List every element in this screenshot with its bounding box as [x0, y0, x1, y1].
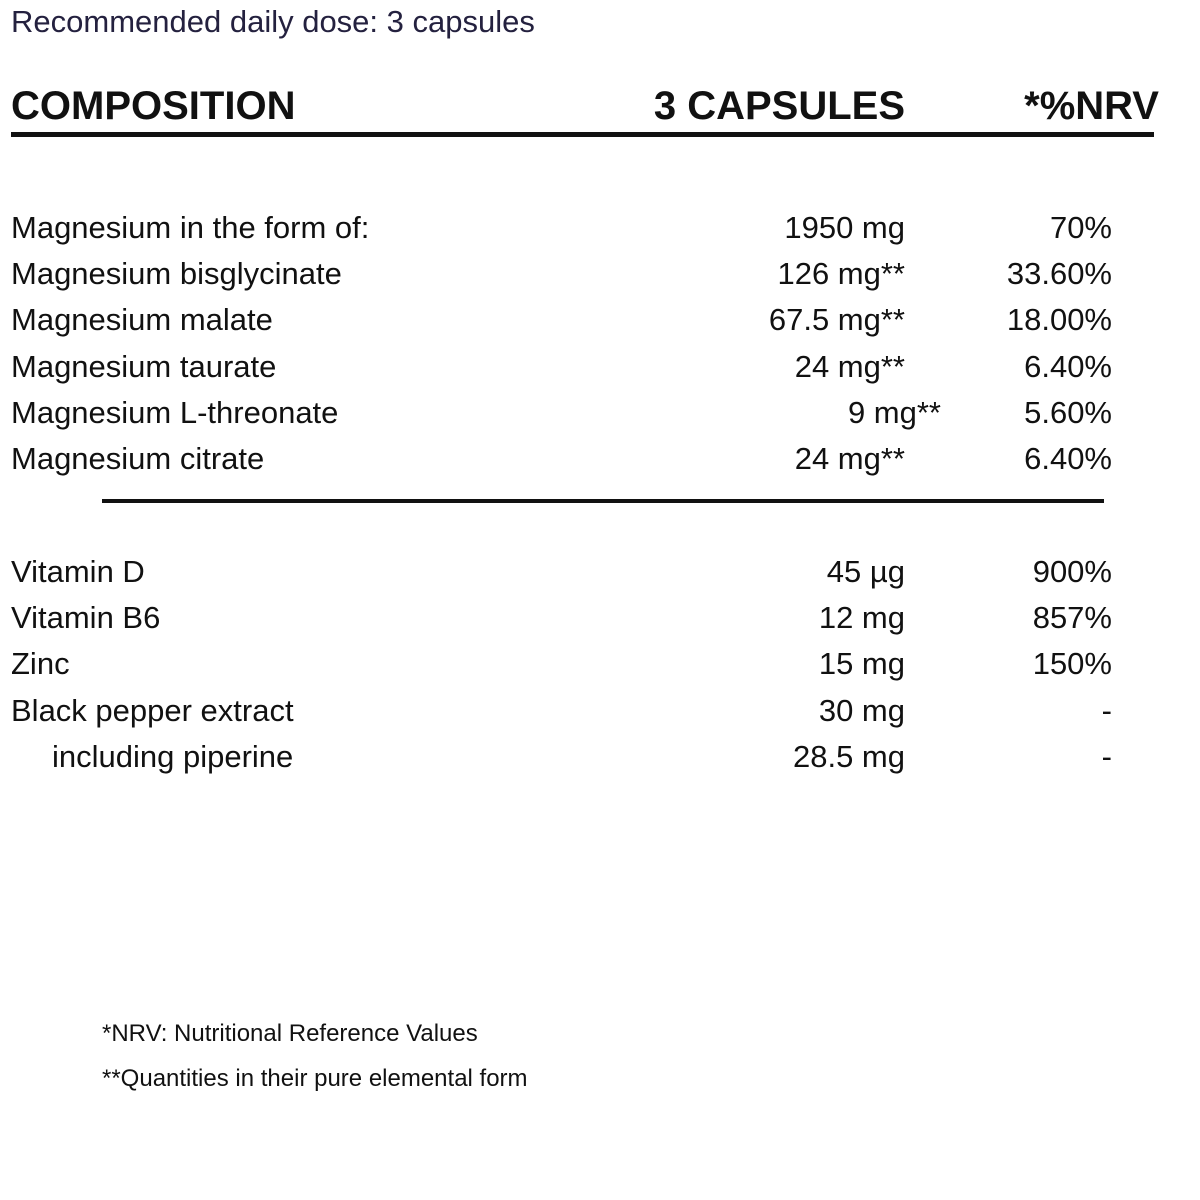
- ingredient-nrv: 70%: [1049, 210, 1112, 245]
- ingredient-nrv: 18.00%: [1006, 302, 1112, 338]
- ingredient-name: Vitamin B6: [11, 600, 161, 636]
- dose-text: Recommended daily dose: 3 capsules: [11, 4, 535, 39]
- ingredient-name: Vitamin D: [11, 554, 145, 589]
- ingredient-quantity: 45 µg: [826, 554, 905, 589]
- ingredient-quantity: 126 mg**: [777, 256, 905, 292]
- table-row: [0, 688, 1200, 734]
- footnote-elemental: **Quantities in their pure elemental form: [102, 1065, 528, 1092]
- table-row: [0, 297, 1200, 343]
- ingredient-quantity: 12 mg: [818, 600, 905, 636]
- ingredient-nrv: 857%: [1032, 600, 1112, 636]
- table-row: [0, 251, 1200, 297]
- ingredient-quantity: 15 mg: [818, 646, 905, 682]
- ingredient-quantity: 9 mg**: [847, 394, 941, 430]
- ingredient-name: including piperine: [52, 738, 294, 774]
- table-row: [0, 549, 1200, 595]
- ingredient-quantity: 24 mg**: [794, 348, 905, 384]
- ingredient-name: Magnesium L-threonate: [11, 394, 339, 430]
- ingredient-nrv: 33.60%: [1006, 256, 1112, 292]
- ingredient-nrv: 150%: [1032, 646, 1112, 682]
- ingredient-nrv: 5.60%: [1024, 394, 1112, 430]
- ingredient-name: Black pepper extract: [11, 692, 294, 728]
- ingredient-nrv: 6.40%: [1024, 440, 1112, 476]
- ingredient-name: Magnesium citrate: [11, 440, 265, 476]
- ingredient-name: Magnesium in the form of:: [11, 210, 370, 245]
- ingredient-nrv: 900%: [1032, 554, 1112, 589]
- header-composition: COMPOSITION: [11, 84, 296, 128]
- ingredient-name: Zinc: [11, 646, 70, 682]
- table-row: [0, 595, 1200, 641]
- ingredient-nrv: -: [1101, 692, 1112, 728]
- footnote-nrv: *NRV: Nutritional Reference Values: [102, 1020, 478, 1047]
- ingredient-quantity: 28.5 mg: [792, 738, 905, 774]
- ingredient-name: Magnesium bisglycinate: [11, 256, 342, 292]
- header-quantity: 3 CAPSULES: [653, 84, 905, 128]
- header-divider: [11, 132, 1154, 137]
- table-row: [0, 390, 1200, 436]
- table-row: [0, 344, 1200, 390]
- ingredient-name: Magnesium taurate: [11, 348, 277, 384]
- ingredient-quantity: 24 mg**: [794, 440, 905, 476]
- table-row: [0, 205, 1200, 251]
- ingredient-nrv: 6.40%: [1024, 348, 1112, 384]
- ingredient-quantity: 67.5 mg**: [768, 302, 905, 338]
- ingredient-quantity: 1950 mg: [784, 210, 905, 245]
- ingredient-nrv: -: [1101, 738, 1112, 774]
- header-nrv: *%NRV: [1024, 84, 1159, 128]
- other-ingredients-table: [0, 549, 1200, 780]
- ingredient-quantity: 30 mg: [818, 692, 905, 728]
- ingredient-name: Magnesium malate: [11, 302, 273, 338]
- table-row: [0, 436, 1200, 482]
- section-divider: [102, 499, 1104, 503]
- magnesium-table: [0, 205, 1200, 482]
- table-row: [0, 734, 1200, 780]
- table-row: [0, 641, 1200, 687]
